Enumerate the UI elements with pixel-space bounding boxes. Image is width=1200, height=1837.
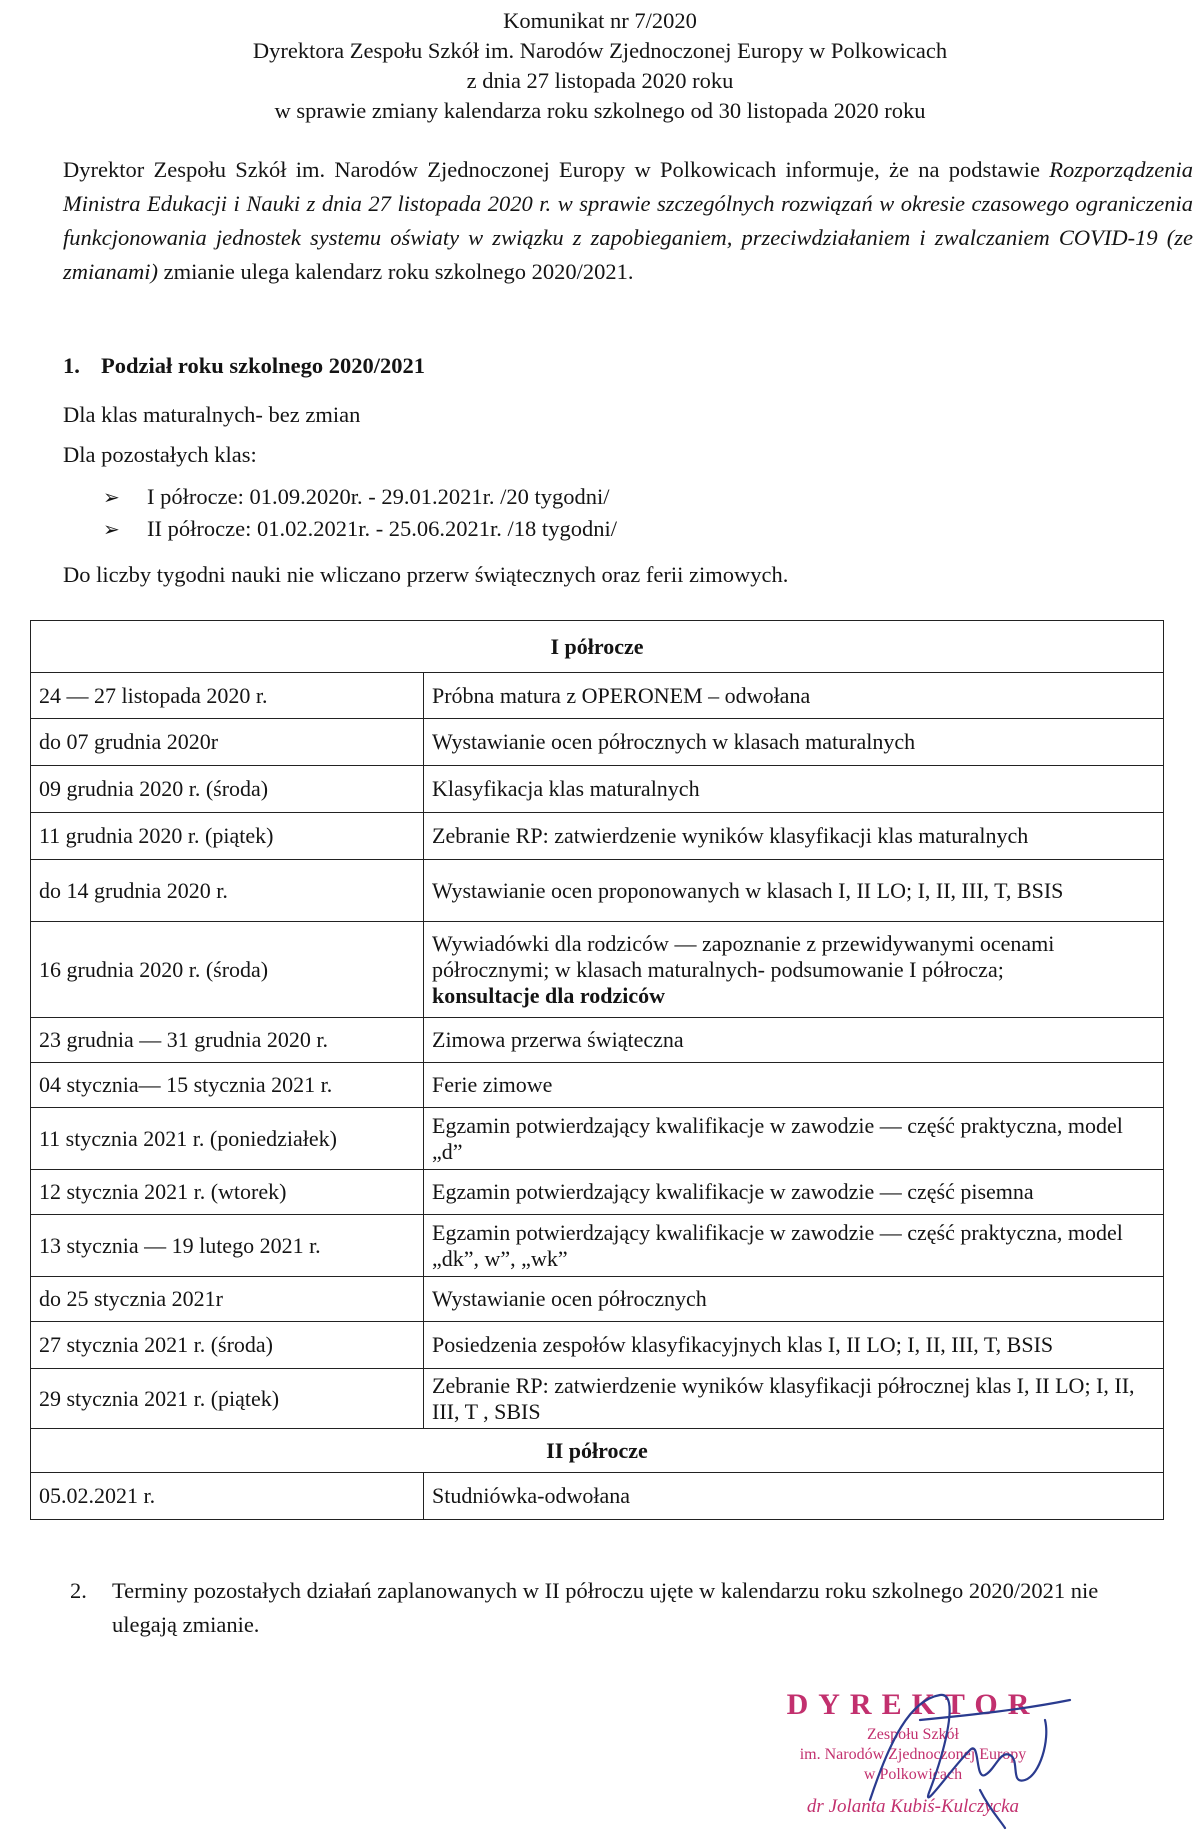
event-cell: Zimowa przerwa świąteczna	[424, 1018, 1164, 1063]
date-cell: 05.02.2021 r.	[31, 1473, 424, 1520]
date-cell: 12 stycznia 2021 r. (wtorek)	[31, 1170, 424, 1215]
table-row	[31, 1170, 1164, 1215]
pozostale-line: Dla pozostałych klas:	[63, 442, 257, 467]
intro-regulation: Rozporządzenia Ministra Edukacji i Nauki z dnia 27 listopada 2020 r. w sprawie szczególnych rozwiązań w okresie czasowego ograniczenia funkcjonowania jednostek systemu oświaty w związku z zapobieganiem, przeciwdziałaniem i zwalczaniem COVID-19 (ze zmianami)	[63, 157, 1193, 284]
event-cell: Wystawianie ocen półrocznych w klasach maturalnych	[424, 719, 1164, 766]
table-row	[31, 673, 1164, 719]
event-cell: Egzamin potwierdzający kwalifikacje w zawodzie — część praktyczna, model „dk”, w”, „wk”	[424, 1215, 1164, 1277]
header-subject: w sprawie zmiany kalendarza roku szkolnego od 30 listopada 2020 roku	[274, 98, 926, 123]
stamp-line-2: im. Narodów Zjednoczonej Europy	[799, 1746, 1027, 1763]
table-section-header	[31, 621, 1164, 673]
date-cell: 16 grudnia 2020 r. (środa)	[31, 922, 424, 1018]
table-section-header	[31, 1429, 1164, 1473]
section-2-text: Terminy pozostałych działań zaplanowanych w II półroczu ujęte w kalendarzu roku szkolnego 2020/2021 nie ulegają zmianie.	[112, 1578, 1099, 1637]
weeks-note: Do liczby tygodni nauki nie wliczano przerw świątecznych oraz ferii zimowych.	[63, 562, 789, 587]
event-bold-text: konsultacje dla rodziców	[432, 982, 666, 1008]
header-title: Komunikat nr 7/2020	[503, 8, 697, 33]
table-row	[31, 1277, 1164, 1322]
table-row	[31, 922, 1164, 1018]
bullet-item	[103, 516, 617, 542]
event-cell: Wystawianie ocen proponowanych w klasach I, II LO; I, II, III, T, BSIS	[424, 860, 1164, 922]
event-cell: Studniówka-odwołana	[424, 1473, 1164, 1520]
section-2-number: 2.	[70, 1578, 87, 1603]
signature-stroke	[870, 1695, 1070, 1828]
event-text: Wywiadówki dla rodziców — zapoznanie z przewidywanymi ocenami półrocznymi; w klasach maturalnych- podsumowanie I półrocza;	[432, 930, 1055, 982]
table-row	[31, 1108, 1164, 1170]
event-cell: Próbna matura z OPERONEM – odwołana	[424, 673, 1164, 719]
signature-icon	[850, 1680, 1080, 1830]
event-cell: Posiedzenia zespołów klasyfikacyjnych klas I, II LO; I, II, III, T, BSIS	[424, 1322, 1164, 1369]
table-row	[31, 1473, 1164, 1520]
calendar-table	[30, 620, 1164, 1520]
intro-text-2: zmianie ulega kalendarz roku szkolnego 2020/2021.	[158, 259, 634, 284]
section-2-paragraph	[70, 1574, 1150, 1642]
bullet-text: II półrocze: 01.02.2021r. - 25.06.2021r. /18 tygodni/	[147, 516, 617, 541]
date-cell: do 25 stycznia 2021r	[31, 1277, 424, 1322]
event-cell: Ferie zimowe	[424, 1063, 1164, 1108]
section-1-heading	[63, 353, 425, 379]
date-cell: 24 — 27 listopada 2020 r.	[31, 673, 424, 719]
stamp-name: dr Jolanta Kubiś-Kulczycka	[806, 1796, 1020, 1817]
intro-text-1: Dyrektor Zespołu Szkół im. Narodów Zjednoczonej Europy w Polkowicach informuje, że na podstawie	[63, 157, 1050, 182]
date-cell: 27 stycznia 2021 r. (środa)	[31, 1322, 424, 1369]
stamp-line-3: w Polkowicach	[863, 1766, 963, 1783]
table-row	[31, 766, 1164, 813]
intro-paragraph	[63, 153, 1193, 289]
date-cell: 29 stycznia 2021 r. (piątek)	[31, 1369, 424, 1429]
date-cell: 04 stycznia— 15 stycznia 2021 r.	[31, 1063, 424, 1108]
bullet-item	[103, 484, 609, 510]
date-cell: 09 grudnia 2020 r. (środa)	[31, 766, 424, 813]
table-row	[31, 1322, 1164, 1369]
date-cell: 11 stycznia 2021 r. (poniedziałek)	[31, 1108, 424, 1170]
header-date: z dnia 27 listopada 2020 roku	[466, 68, 734, 93]
date-cell: 23 grudnia — 31 grudnia 2020 r.	[31, 1018, 424, 1063]
maturalne-line: Dla klas maturalnych- bez zmian	[63, 402, 361, 427]
date-cell: 13 stycznia — 19 lutego 2021 r.	[31, 1215, 424, 1277]
arrow-bullet-icon: ➢	[103, 487, 120, 509]
arrow-bullet-icon: ➢	[103, 519, 120, 541]
table-header-cell: II półrocze	[31, 1429, 1164, 1473]
table-row	[31, 813, 1164, 860]
table-row	[31, 719, 1164, 766]
table-row	[31, 1063, 1164, 1108]
date-cell: do 07 grudnia 2020r	[31, 719, 424, 766]
table-row	[31, 860, 1164, 922]
date-cell: 11 grudnia 2020 r. (piątek)	[31, 813, 424, 860]
event-cell: Klasyfikacja klas maturalnych	[424, 766, 1164, 813]
bullet-text: I półrocze: 01.09.2020r. - 29.01.2021r. /20 tygodni/	[147, 484, 610, 509]
table-row	[31, 1215, 1164, 1277]
stamp-title: DYREKTOR	[786, 1688, 1040, 1721]
event-cell: Egzamin potwierdzający kwalifikacje w zawodzie — część pisemna	[424, 1170, 1164, 1215]
section-1-title: Podział roku szkolnego 2020/2021	[101, 353, 425, 378]
table-header-cell: I półrocze	[31, 621, 1164, 673]
table-row	[31, 1018, 1164, 1063]
header-issuer: Dyrektora Zespołu Szkół im. Narodów Zjednoczonej Europy w Polkowicach	[252, 38, 948, 63]
table-row	[31, 1369, 1164, 1429]
event-cell: Zebranie RP: zatwierdzenie wyników klasyfikacji klas maturalnych	[424, 813, 1164, 860]
date-cell: do 14 grudnia 2020 r.	[31, 860, 424, 922]
section-1-number: 1.	[63, 353, 80, 378]
event-cell: Wystawianie ocen półrocznych	[424, 1277, 1164, 1322]
event-cell: Zebranie RP: zatwierdzenie wyników klasyfikacji półrocznej klas I, II LO; I, II, III, T , SBIS	[424, 1369, 1164, 1429]
event-cell: Egzamin potwierdzający kwalifikacje w zawodzie — część praktyczna, model „d”	[424, 1108, 1164, 1170]
stamp-line-1: Zespołu Szkół	[867, 1726, 959, 1743]
document-header	[0, 6, 1200, 126]
event-cell	[424, 922, 1164, 1018]
